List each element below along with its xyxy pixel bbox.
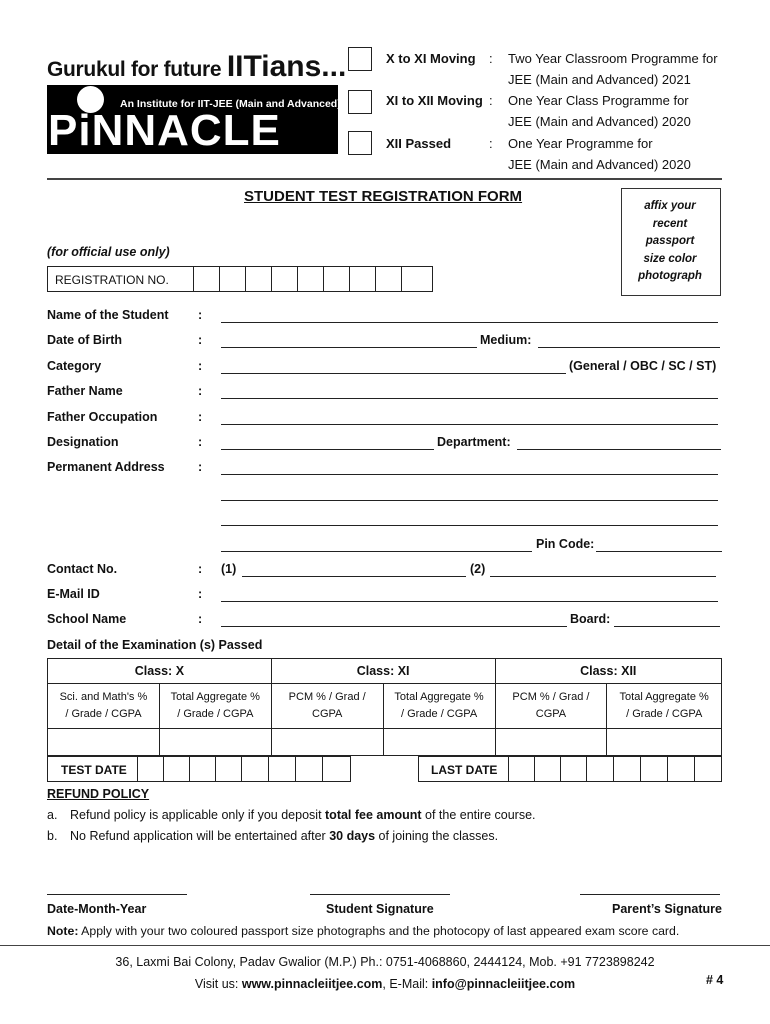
- programme-colon: :: [489, 51, 493, 66]
- refund-bold-text: 30 days: [329, 829, 376, 843]
- father-name-field[interactable]: [221, 398, 718, 399]
- col-line: PCM % / Grad /: [512, 691, 590, 703]
- registration-cell[interactable]: [271, 267, 272, 291]
- form-title: STUDENT TEST REGISTRATION FORM: [244, 188, 523, 205]
- date-signature-line[interactable]: [47, 894, 187, 895]
- refund-item-b-prefix: b.: [47, 829, 58, 843]
- email-field[interactable]: [221, 601, 718, 602]
- website-link[interactable]: www.pinnacleiitjee.com: [241, 977, 383, 991]
- logo-subtitle: An Institute for IIT-JEE (Main and Advanced): [120, 98, 341, 110]
- dob-label: Date of Birth: [47, 333, 122, 347]
- designation-label: Designation: [47, 435, 119, 449]
- exam-column-header: [48, 684, 160, 729]
- photo-note-line: affix your: [644, 200, 696, 212]
- programme-colon: :: [489, 136, 493, 151]
- last-date-cell[interactable]: [613, 757, 614, 781]
- programme-colon: :: [489, 93, 493, 108]
- exam-column-header: [159, 684, 271, 729]
- registration-cell[interactable]: [219, 267, 220, 291]
- photo-note-line: passport: [645, 235, 695, 247]
- father-name-label: Father Name: [47, 384, 123, 398]
- field-colon: :: [198, 460, 203, 474]
- test-date-cell[interactable]: [322, 757, 323, 781]
- programme-label: X to XI Moving: [386, 51, 476, 66]
- address-line-3[interactable]: [221, 525, 718, 526]
- test-date-cell[interactable]: [215, 757, 216, 781]
- address-line-1[interactable]: [221, 474, 718, 475]
- name-label: Name of the Student: [47, 308, 169, 322]
- exam-input-cell[interactable]: [48, 729, 160, 756]
- official-use-note: (for official use only): [47, 245, 170, 259]
- field-colon: :: [198, 587, 203, 601]
- header-divider: [47, 178, 722, 180]
- tagline-big-text: IITians...: [226, 50, 347, 83]
- registration-cell[interactable]: [349, 267, 350, 291]
- class-x-header: Class: X: [48, 659, 272, 684]
- last-date-cell[interactable]: [640, 757, 641, 781]
- email-label: E-Mail ID: [47, 587, 100, 601]
- class-xii-header: Class: XII: [495, 659, 722, 684]
- field-colon: :: [198, 612, 203, 626]
- col-line: / Grade / CGPA: [626, 708, 703, 720]
- contact-2-field[interactable]: [490, 576, 716, 577]
- pin-code-label: Pin Code:: [533, 537, 597, 551]
- programme-desc: Two Year Classroom Programme for: [508, 51, 718, 66]
- programme-checkbox-xii-passed[interactable]: [348, 131, 372, 155]
- last-date-cell[interactable]: [534, 757, 535, 781]
- footer-text: , E-Mail:: [382, 977, 432, 991]
- exam-column-header: [607, 684, 722, 729]
- test-date-cell[interactable]: [268, 757, 269, 781]
- exam-column-header: [271, 684, 383, 729]
- exam-input-cell[interactable]: [495, 729, 607, 756]
- col-line: Total Aggregate %: [170, 691, 260, 703]
- name-field[interactable]: [221, 322, 718, 323]
- refund-text: of the entire course.: [421, 808, 536, 822]
- last-date-cell[interactable]: [560, 757, 561, 781]
- page-number: # 4: [706, 973, 724, 987]
- field-colon: :: [198, 308, 203, 322]
- col-line: Sci. and Math's %: [59, 691, 148, 703]
- father-occupation-field[interactable]: [221, 424, 718, 425]
- col-line: PCM % / Grad /: [288, 691, 366, 703]
- contact-label: Contact No.: [47, 562, 118, 576]
- exam-input-cell[interactable]: [383, 729, 495, 756]
- school-label: School Name: [47, 612, 127, 626]
- footer-address: 36, Laxmi Bai Colony, Padav Gwalior (M.P.) Ph.: 0751-4068860, 2444124, Mob. +91 7723898242: [115, 955, 655, 969]
- refund-item-b: [70, 829, 498, 843]
- programme-desc: One Year Programme for: [508, 136, 653, 151]
- tagline-text: Gurukul for future: [47, 58, 222, 81]
- exam-column-header: [495, 684, 607, 729]
- test-date-cell[interactable]: [241, 757, 242, 781]
- father-occupation-label: Father Occupation: [47, 410, 158, 424]
- pin-code-field[interactable]: [596, 551, 722, 552]
- exam-input-cell[interactable]: [159, 729, 271, 756]
- last-date-cell[interactable]: [586, 757, 587, 781]
- parent-signature-line[interactable]: [580, 894, 720, 895]
- test-date-cell[interactable]: [295, 757, 296, 781]
- department-label: Department:: [434, 435, 514, 449]
- board-field[interactable]: [614, 626, 720, 627]
- category-field[interactable]: [221, 373, 566, 374]
- tagline: [47, 50, 346, 84]
- photo-note-line: recent: [652, 217, 688, 230]
- student-signature-line[interactable]: [310, 894, 450, 895]
- test-date-cell[interactable]: [163, 757, 164, 781]
- col-line: Total Aggregate %: [619, 691, 709, 703]
- refund-text: No Refund application will be entertained after: [70, 829, 330, 843]
- board-label: Board:: [567, 612, 613, 626]
- programme-desc: JEE (Main and Advanced) 2020: [508, 114, 691, 129]
- field-colon: :: [198, 562, 203, 576]
- parent-signature-label: Parent’s Signature: [612, 902, 722, 916]
- field-colon: :: [198, 333, 203, 347]
- exam-table: [47, 658, 722, 756]
- refund-item-a-prefix: a.: [47, 808, 58, 822]
- refund-text: Refund policy is applicable only if you deposit: [70, 808, 326, 822]
- programme-checkbox-x-to-xi[interactable]: [348, 47, 372, 71]
- refund-heading: REFUND POLICY: [47, 787, 150, 801]
- programme-desc: One Year Class Programme for: [508, 93, 689, 108]
- medium-label: Medium:: [477, 333, 534, 347]
- registration-cell[interactable]: [401, 267, 402, 291]
- col-line: Total Aggregate %: [394, 691, 484, 703]
- note-text: Apply with your two coloured passport size photographs and the photocopy of last appeared exam score card.: [78, 924, 680, 938]
- col-line: CGPA: [535, 708, 567, 720]
- registration-cell[interactable]: [193, 267, 194, 291]
- designation-field[interactable]: [221, 449, 434, 450]
- footer-divider: [0, 945, 770, 946]
- programme-label: XII Passed: [386, 136, 452, 151]
- test-date-cell[interactable]: [137, 757, 138, 781]
- registration-label: REGISTRATION NO.: [55, 273, 169, 287]
- test-date-cell[interactable]: [189, 757, 190, 781]
- exam-heading: Detail of the Examination (s) Passed: [47, 638, 263, 652]
- programme-checkbox-xi-to-xii[interactable]: [348, 90, 372, 114]
- field-colon: :: [198, 435, 203, 449]
- category-label: Category: [47, 359, 102, 373]
- programme-label: XI to XII Moving: [386, 93, 483, 108]
- category-options: (General / OBC / SC / ST): [566, 359, 719, 373]
- refund-bold-text: total fee amount: [325, 808, 422, 822]
- last-date-label: LAST DATE: [431, 763, 498, 777]
- address-line-2[interactable]: [221, 500, 718, 501]
- field-colon: :: [198, 359, 203, 373]
- col-line: CGPA: [312, 708, 343, 720]
- registration-cell[interactable]: [375, 267, 376, 291]
- col-line: / Grade / CGPA: [65, 708, 142, 720]
- col-line: / Grade / CGPA: [177, 708, 254, 720]
- school-field[interactable]: [221, 626, 567, 627]
- contact-1-field[interactable]: [242, 576, 466, 577]
- exam-column-header: [383, 684, 495, 729]
- email-link[interactable]: info@pinnacleiitjee.com: [431, 977, 576, 991]
- note-label: Note:: [47, 924, 79, 938]
- last-date-cell[interactable]: [694, 757, 695, 781]
- refund-text: of joining the classes.: [375, 829, 499, 843]
- last-date-cell[interactable]: [508, 757, 509, 781]
- department-field[interactable]: [517, 449, 721, 450]
- registration-cell[interactable]: [297, 267, 298, 291]
- photo-note-line: photograph: [638, 270, 702, 282]
- registration-cell[interactable]: [323, 267, 324, 291]
- programme-desc: JEE (Main and Advanced) 2020: [508, 157, 691, 172]
- footer-contact: [0, 977, 770, 991]
- test-date-label: TEST DATE: [61, 763, 127, 777]
- student-signature-label: Student Signature: [326, 902, 434, 916]
- last-date-cell[interactable]: [667, 757, 668, 781]
- address-label: Permanent Address: [47, 460, 165, 474]
- medium-field[interactable]: [538, 347, 720, 348]
- date-signature-label: Date-Month-Year: [47, 902, 147, 916]
- footer-text: Visit us:: [194, 977, 242, 991]
- contact-2-label: (2): [470, 562, 486, 576]
- contact-1-label: (1): [221, 562, 237, 576]
- programme-desc: JEE (Main and Advanced) 2021: [508, 72, 691, 87]
- photo-note: [621, 198, 719, 286]
- photo-note-line: size color: [643, 252, 697, 265]
- dob-field[interactable]: [221, 347, 477, 348]
- refund-item-a: [70, 808, 536, 822]
- note: [47, 924, 679, 938]
- address-line-4[interactable]: [221, 551, 532, 552]
- exam-input-cell[interactable]: [271, 729, 383, 756]
- field-colon: :: [198, 384, 203, 398]
- registration-cell[interactable]: [245, 267, 246, 291]
- col-line: / Grade / CGPA: [400, 708, 478, 720]
- logo-brand: PiNNACLE: [48, 106, 281, 155]
- exam-input-cell[interactable]: [607, 729, 722, 756]
- field-colon: :: [198, 410, 203, 424]
- class-xi-header: Class: XI: [271, 659, 495, 684]
